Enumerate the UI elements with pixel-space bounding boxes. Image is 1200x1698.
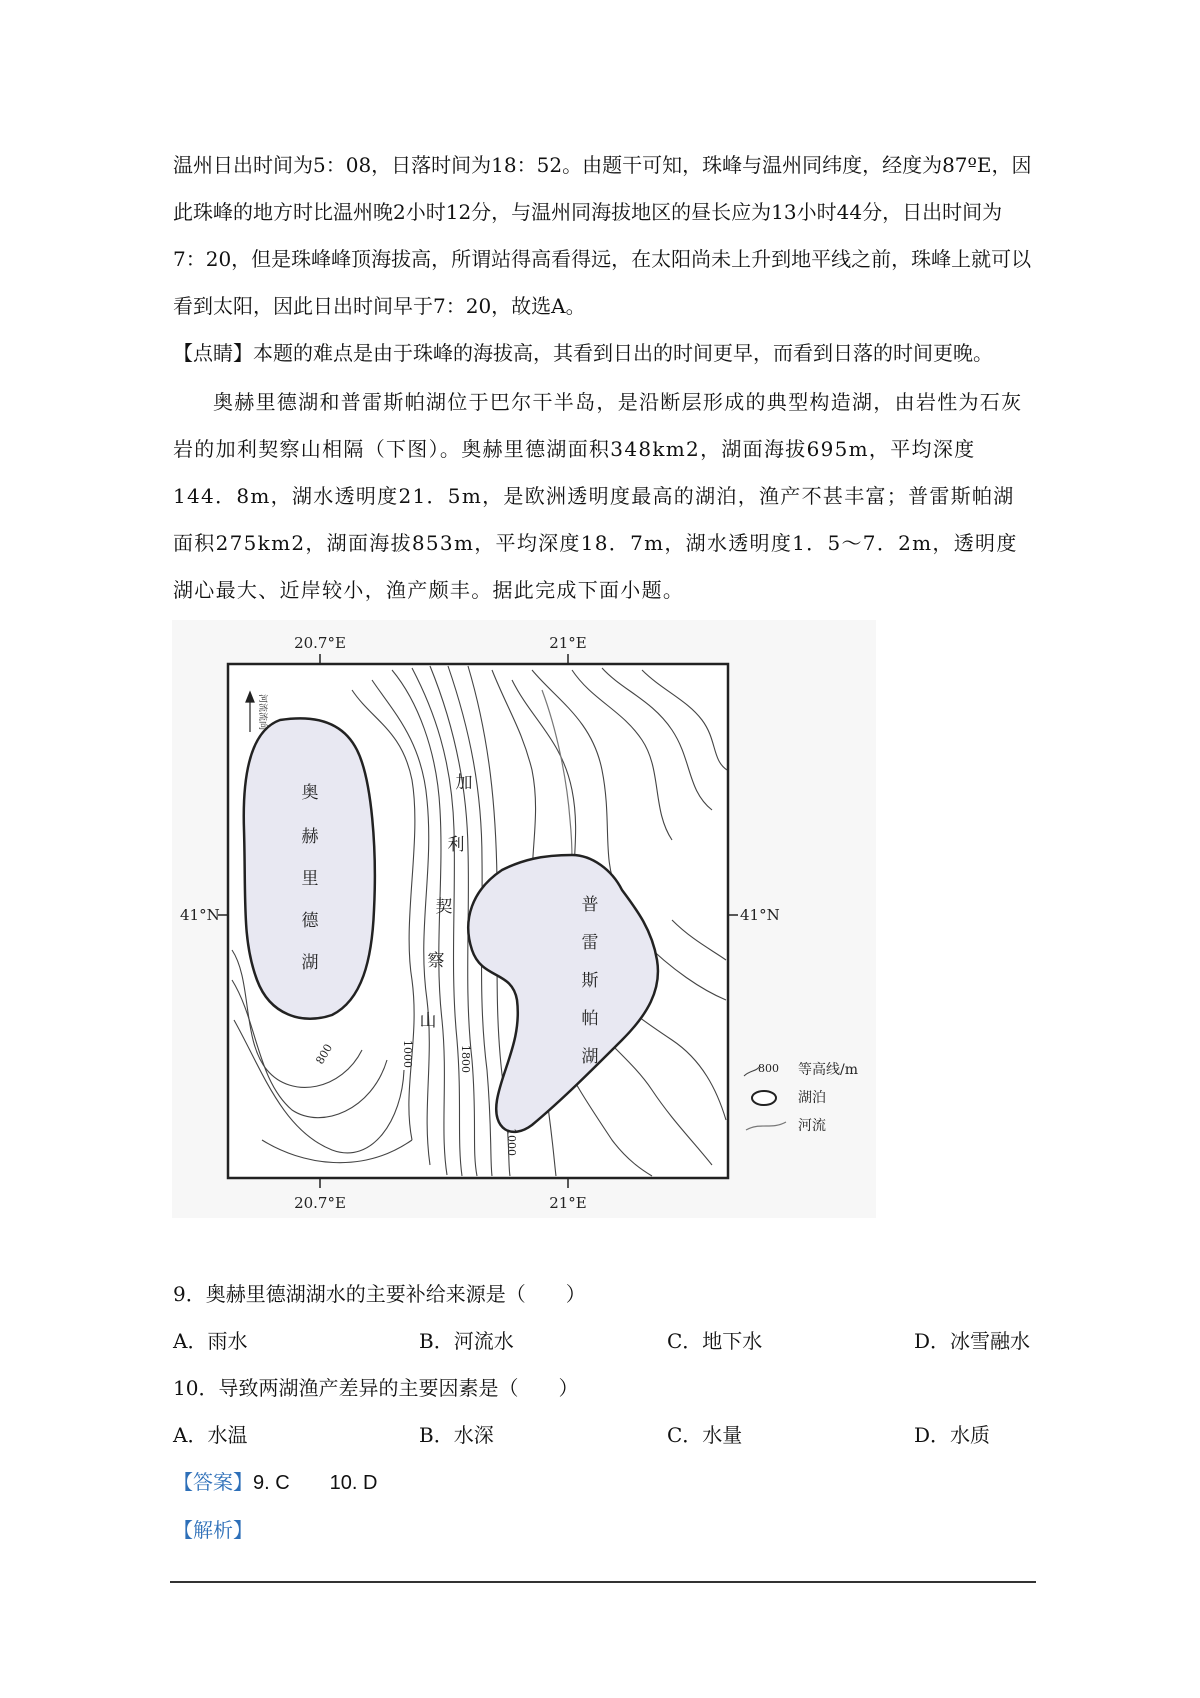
legend-lake-label: 湖泊 <box>798 1090 826 1106</box>
mountain-char-4: 察 <box>427 951 445 971</box>
explanation-paragraph: 温州日出时间为5：08，日落时间为18：52。由题干可知，珠峰与温州同纬度，经度为87ºE，因此珠峰的地方时比温州晚2小时12分，与温州同海拔地区的昼长应为13小时44分，日出时间为7：20，但是珠峰峰顶海拔高，所谓站得高看得远，在太阳尚未上升到地平线之前，珠峰上就可以看到太阳，因此日出时间早于7：20，故选A。 <box>173 153 1032 318</box>
contour-map <box>172 620 876 1218</box>
question-10: 10．导致两湖渔产差异的主要因素是（ ） <box>173 1376 579 1400</box>
legend-contour-value: 800 <box>758 1062 779 1075</box>
flow-label: 河流流向 <box>257 694 267 731</box>
lake-prespa-char-1: 普 <box>581 895 599 915</box>
lake-prespa-char-2: 雷 <box>581 933 599 953</box>
q10-option-c[interactable]: C．水量 <box>667 1423 743 1447</box>
lake-prespa-char-4: 帕 <box>581 1009 599 1029</box>
dianjing-paragraph <box>173 330 1033 377</box>
legend-river-label: 河流 <box>798 1118 826 1134</box>
q9-option-b[interactable]: B．河流水 <box>419 1329 514 1353</box>
answer-label: 【答案】 <box>173 1470 253 1494</box>
analysis-label: 【解析】 <box>173 1518 253 1542</box>
lon-right-bottom: 21°E <box>549 1194 587 1212</box>
answer-line <box>173 1468 377 1497</box>
footer-divider <box>170 1581 1036 1583</box>
question-9: 9．奥赫里德湖湖水的主要补给来源是（ ） <box>173 1282 586 1306</box>
lake-prespa-char-5: 湖 <box>581 1047 599 1067</box>
contour-label-1000b: 1000 <box>505 1128 518 1156</box>
dianjing-label: 【点睛】 <box>173 341 253 365</box>
lon-left-bottom: 20.7°E <box>294 1194 346 1212</box>
lake-ohrid-char-4: 德 <box>301 911 319 931</box>
lake-ohrid-char-1: 奥 <box>301 783 319 803</box>
q10-option-b[interactable]: B．水深 <box>419 1423 494 1447</box>
q9-option-a[interactable]: A．雨水 <box>173 1329 248 1353</box>
mountain-char-3: 契 <box>435 897 453 917</box>
mountain-char-2: 利 <box>447 835 465 855</box>
lat-right: 41°N <box>740 906 780 924</box>
lake-ohrid-char-3: 里 <box>301 869 319 889</box>
contour-label-800: 800 <box>313 1041 336 1067</box>
lon-left-top: 20.7°E <box>294 634 346 652</box>
mountain-char-1: 加 <box>455 773 473 793</box>
legend-contour-label: 等高线/m <box>798 1062 858 1078</box>
mountain-char-5: 山 <box>419 1011 437 1031</box>
lat-left: 41°N <box>180 906 220 924</box>
q10-option-a[interactable]: A．水温 <box>173 1423 248 1447</box>
lake-ohrid-char-5: 湖 <box>301 953 319 973</box>
q9-option-c[interactable]: C．地下水 <box>667 1329 763 1353</box>
contour-label-1800: 1800 <box>459 1045 472 1073</box>
lake-ohrid-char-2: 赫 <box>301 827 319 847</box>
dianjing-text: 本题的难点是由于珠峰的海拔高，其看到日出的时间更早，而看到日落的时间更晚。 <box>253 341 993 365</box>
q9-option-d[interactable]: D．冰雪融水 <box>914 1329 1031 1353</box>
contour-label-1000a: 1000 <box>401 1040 414 1068</box>
lake-prespa-char-3: 斯 <box>581 971 599 991</box>
answer-value: 9. C 10. D <box>253 1472 378 1494</box>
q10-option-d[interactable]: D．水质 <box>914 1423 991 1447</box>
material-paragraph: 奥赫里德湖和普雷斯帕湖位于巴尔干半岛，是沿断层形成的典型构造湖，由岩性为石灰岩的加利契察山相隔（下图）。奥赫里德湖面积348km2，湖面海拔695m，平均深度144．8m，湖水透明度21．5m，是欧洲透明度最高的湖泊，渔产不甚丰富；普雷斯帕湖面积275km2，湖面海拔853m，平均深度18．7m，湖水透明度1．5～7．2m，透明度湖心最大、近岸较小，渔产颇丰。据此完成下面小题。 <box>173 390 1023 602</box>
lon-right-top: 21°E <box>549 634 587 652</box>
